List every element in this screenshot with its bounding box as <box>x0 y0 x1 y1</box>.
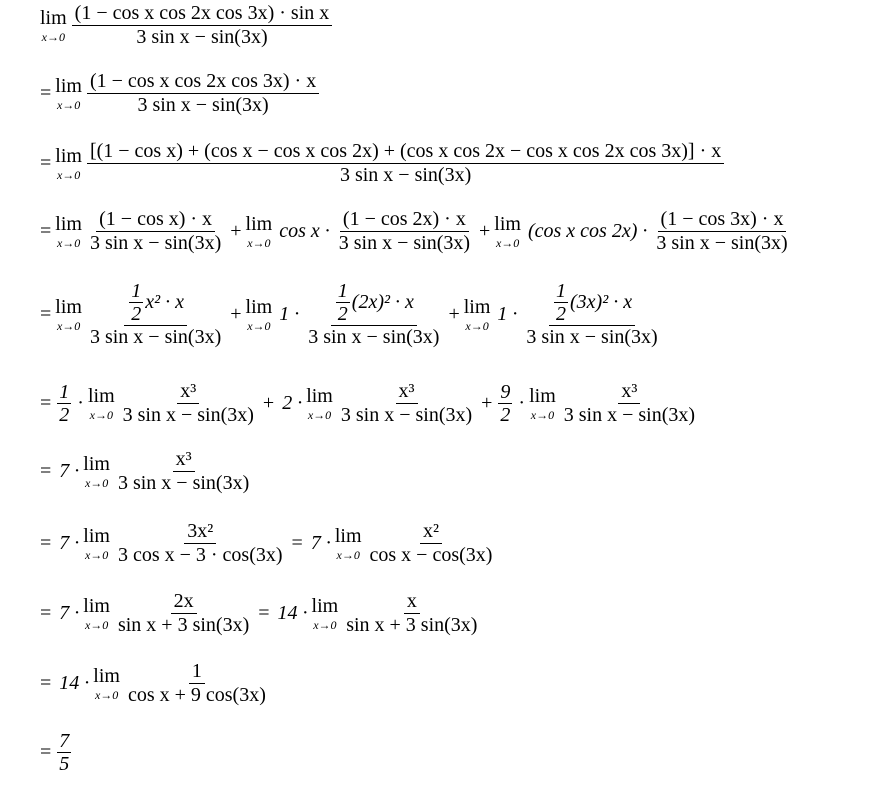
limit-operator <box>529 386 556 421</box>
operator: + <box>230 303 242 325</box>
limit-subscript: x→0 <box>41 30 65 44</box>
numerator-content <box>127 280 184 325</box>
limit-operator <box>246 297 273 332</box>
numerator <box>124 280 187 326</box>
expression-row <box>40 448 254 495</box>
denominator: sin x + 3 sin(3x) <box>117 614 250 636</box>
lim-word: lim <box>55 296 82 318</box>
numerator: (1 − cos x cos 2x cos 3x) · x <box>87 70 319 94</box>
operator: + <box>262 392 275 414</box>
operator: + <box>448 303 460 325</box>
fraction <box>115 590 252 637</box>
expression-row <box>40 730 73 775</box>
fraction <box>125 660 269 707</box>
limit-operator <box>88 386 115 421</box>
fraction <box>120 380 257 427</box>
numerator: x³ <box>618 380 640 404</box>
denominator: 3 sin x − sin(3x) <box>656 232 788 254</box>
coefficient-denominator: 5 <box>59 753 70 775</box>
coefficient: 14 · <box>59 672 90 694</box>
coefficient-fraction <box>129 280 143 325</box>
numerator-term: (2x)² · x <box>351 291 414 313</box>
lim-word: lim <box>83 525 110 547</box>
denominator: 3 sin x − sin(3x) <box>563 404 696 426</box>
relation-sign: = <box>40 392 52 414</box>
prefix-term: 1 · <box>279 303 300 325</box>
denominator: cos x + 9 cos(3x) <box>127 684 266 706</box>
numerator <box>549 280 635 326</box>
denominator: cos x − cos(3x) <box>369 544 493 566</box>
numerator: (1 − cos x) · x <box>96 208 215 232</box>
limit-operator <box>55 297 82 332</box>
numerator: x² <box>420 520 442 544</box>
limit-subscript: x→0 <box>94 688 119 702</box>
numerator: (1 − cos 2x) · x <box>340 208 469 232</box>
fraction <box>87 70 319 117</box>
fraction <box>72 2 333 49</box>
lim-word: lim <box>87 385 115 407</box>
fraction <box>115 448 252 495</box>
lim-word: lim <box>55 213 82 235</box>
expression-row <box>40 280 663 349</box>
prefix-term: 1 · <box>497 303 518 325</box>
coefficient-denominator: 2 <box>500 404 511 426</box>
fraction <box>523 280 660 349</box>
numerator-term: (3x)² · x <box>570 291 633 313</box>
numerator-content <box>334 280 414 325</box>
step-line <box>40 70 321 117</box>
operator: + <box>230 220 242 242</box>
coefficient: 14 · <box>277 602 308 624</box>
step-line <box>40 660 271 707</box>
operator: = <box>258 602 270 624</box>
limit-operator <box>55 146 82 181</box>
limit-subscript: x→0 <box>84 476 109 490</box>
dot-operator: · <box>518 392 526 414</box>
operator: = <box>291 532 303 554</box>
numerator: (1 − cos 3x) · x <box>658 208 787 232</box>
coefficient: 7 · <box>59 532 80 554</box>
limit-subscript: x→0 <box>465 319 489 333</box>
fraction <box>561 380 698 427</box>
limit-operator <box>83 596 110 631</box>
limit-subscript: x→0 <box>530 408 555 422</box>
expression-row <box>40 590 482 637</box>
relation-sign: = <box>40 152 52 174</box>
relation-sign: = <box>40 602 52 624</box>
lim-word: lim <box>463 296 491 318</box>
lim-word: lim <box>311 595 339 617</box>
denominator: 3 sin x − sin(3x) <box>89 232 222 254</box>
limit-subscript: x→0 <box>307 408 332 422</box>
coefficient-fraction <box>336 280 350 325</box>
numerator <box>331 280 417 326</box>
expression-row <box>40 380 700 427</box>
coefficient-numerator: 1 <box>59 381 70 403</box>
coefficient-fraction <box>57 730 71 775</box>
dot-operator: · <box>77 392 84 414</box>
lim-word: lim <box>40 7 67 29</box>
coefficient-denominator: 2 <box>337 303 348 325</box>
coefficient: 7 · <box>59 602 80 624</box>
coefficient-numerator: 1 <box>131 280 142 302</box>
expression-row <box>40 70 321 117</box>
denominator: 3 sin x − sin(3x) <box>122 404 254 426</box>
operator: + <box>479 220 491 242</box>
fraction <box>653 208 790 255</box>
limit-subscript: x→0 <box>247 319 271 333</box>
step-line <box>40 140 726 187</box>
fraction <box>305 280 442 349</box>
step-line <box>40 520 497 567</box>
limit-subscript: x→0 <box>84 548 109 562</box>
expression-row <box>40 520 497 567</box>
expression-row <box>40 140 726 187</box>
numerator: 2x <box>171 590 197 614</box>
denominator: 3 sin x − sin(3x) <box>339 164 472 186</box>
lim-word: lim <box>55 145 82 167</box>
fraction <box>87 208 224 255</box>
numerator: (1 − cos x cos 2x cos 3x) · sin x <box>72 2 333 26</box>
denominator: sin x + 3 sin(3x) <box>346 614 478 636</box>
fraction <box>87 140 724 187</box>
limit-operator <box>246 214 273 249</box>
relation-sign: = <box>40 220 52 242</box>
step-line <box>40 380 700 427</box>
numerator: x³ <box>396 380 418 404</box>
expression-row <box>40 2 334 49</box>
step-line <box>40 2 334 49</box>
numerator: [(1 − cos x) + (cos x − cos x cos 2x) + (cos x cos 2x − cos x cos 2x cos 3x)] · x <box>87 140 724 164</box>
prefix-term: cos x · <box>279 220 330 242</box>
limit-subscript: x→0 <box>89 408 113 422</box>
limit-operator <box>93 666 120 701</box>
coefficient-denominator: 2 <box>131 303 142 325</box>
coefficient: 7 · <box>59 460 80 482</box>
fraction <box>367 520 496 567</box>
limit-operator <box>83 454 110 489</box>
lim-word: lim <box>83 453 110 475</box>
coefficient-numerator: 9 <box>500 381 511 403</box>
limit-operator <box>335 526 362 561</box>
denominator: 3 sin x − sin(3x) <box>117 472 250 494</box>
denominator: 3 cos x − 3 · cos(3x) <box>117 544 283 566</box>
limit-subscript: x→0 <box>56 98 81 112</box>
lim-word: lim <box>83 595 110 617</box>
expression-row <box>40 208 793 255</box>
coefficient-denominator: 2 <box>556 303 567 325</box>
step-line <box>40 208 793 255</box>
relation-sign: = <box>40 460 52 482</box>
limit-subscript: x→0 <box>247 236 271 250</box>
limit-subscript: x→0 <box>56 168 81 182</box>
fraction <box>336 208 473 255</box>
fraction <box>115 520 286 567</box>
limit-operator <box>312 596 339 631</box>
coefficient-numerator: 1 <box>337 280 348 302</box>
denominator: 3 sin x − sin(3x) <box>526 326 658 348</box>
expression-row <box>40 660 271 707</box>
coefficient-denominator: 2 <box>59 404 70 426</box>
limit-subscript: x→0 <box>495 236 520 250</box>
relation-sign: = <box>40 672 52 694</box>
numerator: x³ <box>173 448 195 472</box>
relation-sign: = <box>40 741 52 763</box>
numerator: x³ <box>177 380 199 404</box>
limit-subscript: x→0 <box>56 319 81 333</box>
lim-word: lim <box>245 213 273 235</box>
prefix-term: (cos x cos 2x) · <box>527 220 648 242</box>
numerator: x <box>404 590 420 614</box>
denominator: 3 sin x − sin(3x) <box>340 404 473 426</box>
limit-subscript: x→0 <box>336 548 360 562</box>
step-line <box>40 590 482 637</box>
numerator: 1 <box>189 660 205 684</box>
coefficient-numerator: 1 <box>556 280 567 302</box>
lim-word: lim <box>93 665 120 687</box>
step-line <box>40 280 663 349</box>
coefficient-fraction <box>554 280 568 325</box>
denominator: 3 sin x − sin(3x) <box>137 94 269 116</box>
step-line <box>40 730 73 775</box>
denominator: 3 sin x − sin(3x) <box>136 26 268 48</box>
lim-word: lim <box>55 75 82 97</box>
numerator: 3x² <box>184 520 216 544</box>
lim-word: lim <box>306 385 333 407</box>
relation-sign: = <box>40 532 52 554</box>
coefficient: 2 · <box>282 392 303 414</box>
limit-operator <box>494 214 521 249</box>
lim-word: lim <box>334 525 362 547</box>
relation-sign: = <box>40 82 52 104</box>
limit-operator <box>83 526 110 561</box>
limit-subscript: x→0 <box>313 618 337 632</box>
limit-subscript: x→0 <box>84 618 109 632</box>
denominator: 3 sin x − sin(3x) <box>338 232 471 254</box>
lim-word: lim <box>245 296 273 318</box>
coefficient-fraction <box>57 381 71 426</box>
denominator: 3 sin x − sin(3x) <box>89 326 222 348</box>
denominator: 3 sin x − sin(3x) <box>308 326 440 348</box>
limit-operator <box>55 76 82 111</box>
coefficient: 7 · <box>310 532 331 554</box>
limit-operator <box>55 214 82 249</box>
limit-operator <box>306 386 333 421</box>
coefficient-numerator: 7 <box>59 730 70 752</box>
coefficient-fraction <box>498 381 512 426</box>
operator: + <box>481 392 493 414</box>
relation-sign: = <box>40 303 52 325</box>
fraction <box>343 590 480 637</box>
limit-subscript: x→0 <box>56 236 81 250</box>
limit-operator <box>40 8 67 43</box>
step-line <box>40 448 254 495</box>
numerator-term: x² · x <box>145 291 184 313</box>
numerator-content <box>552 280 632 325</box>
fraction <box>338 380 475 427</box>
fraction <box>87 280 224 349</box>
limit-operator <box>464 297 491 332</box>
lim-word: lim <box>529 385 556 407</box>
lim-word: lim <box>494 213 521 235</box>
